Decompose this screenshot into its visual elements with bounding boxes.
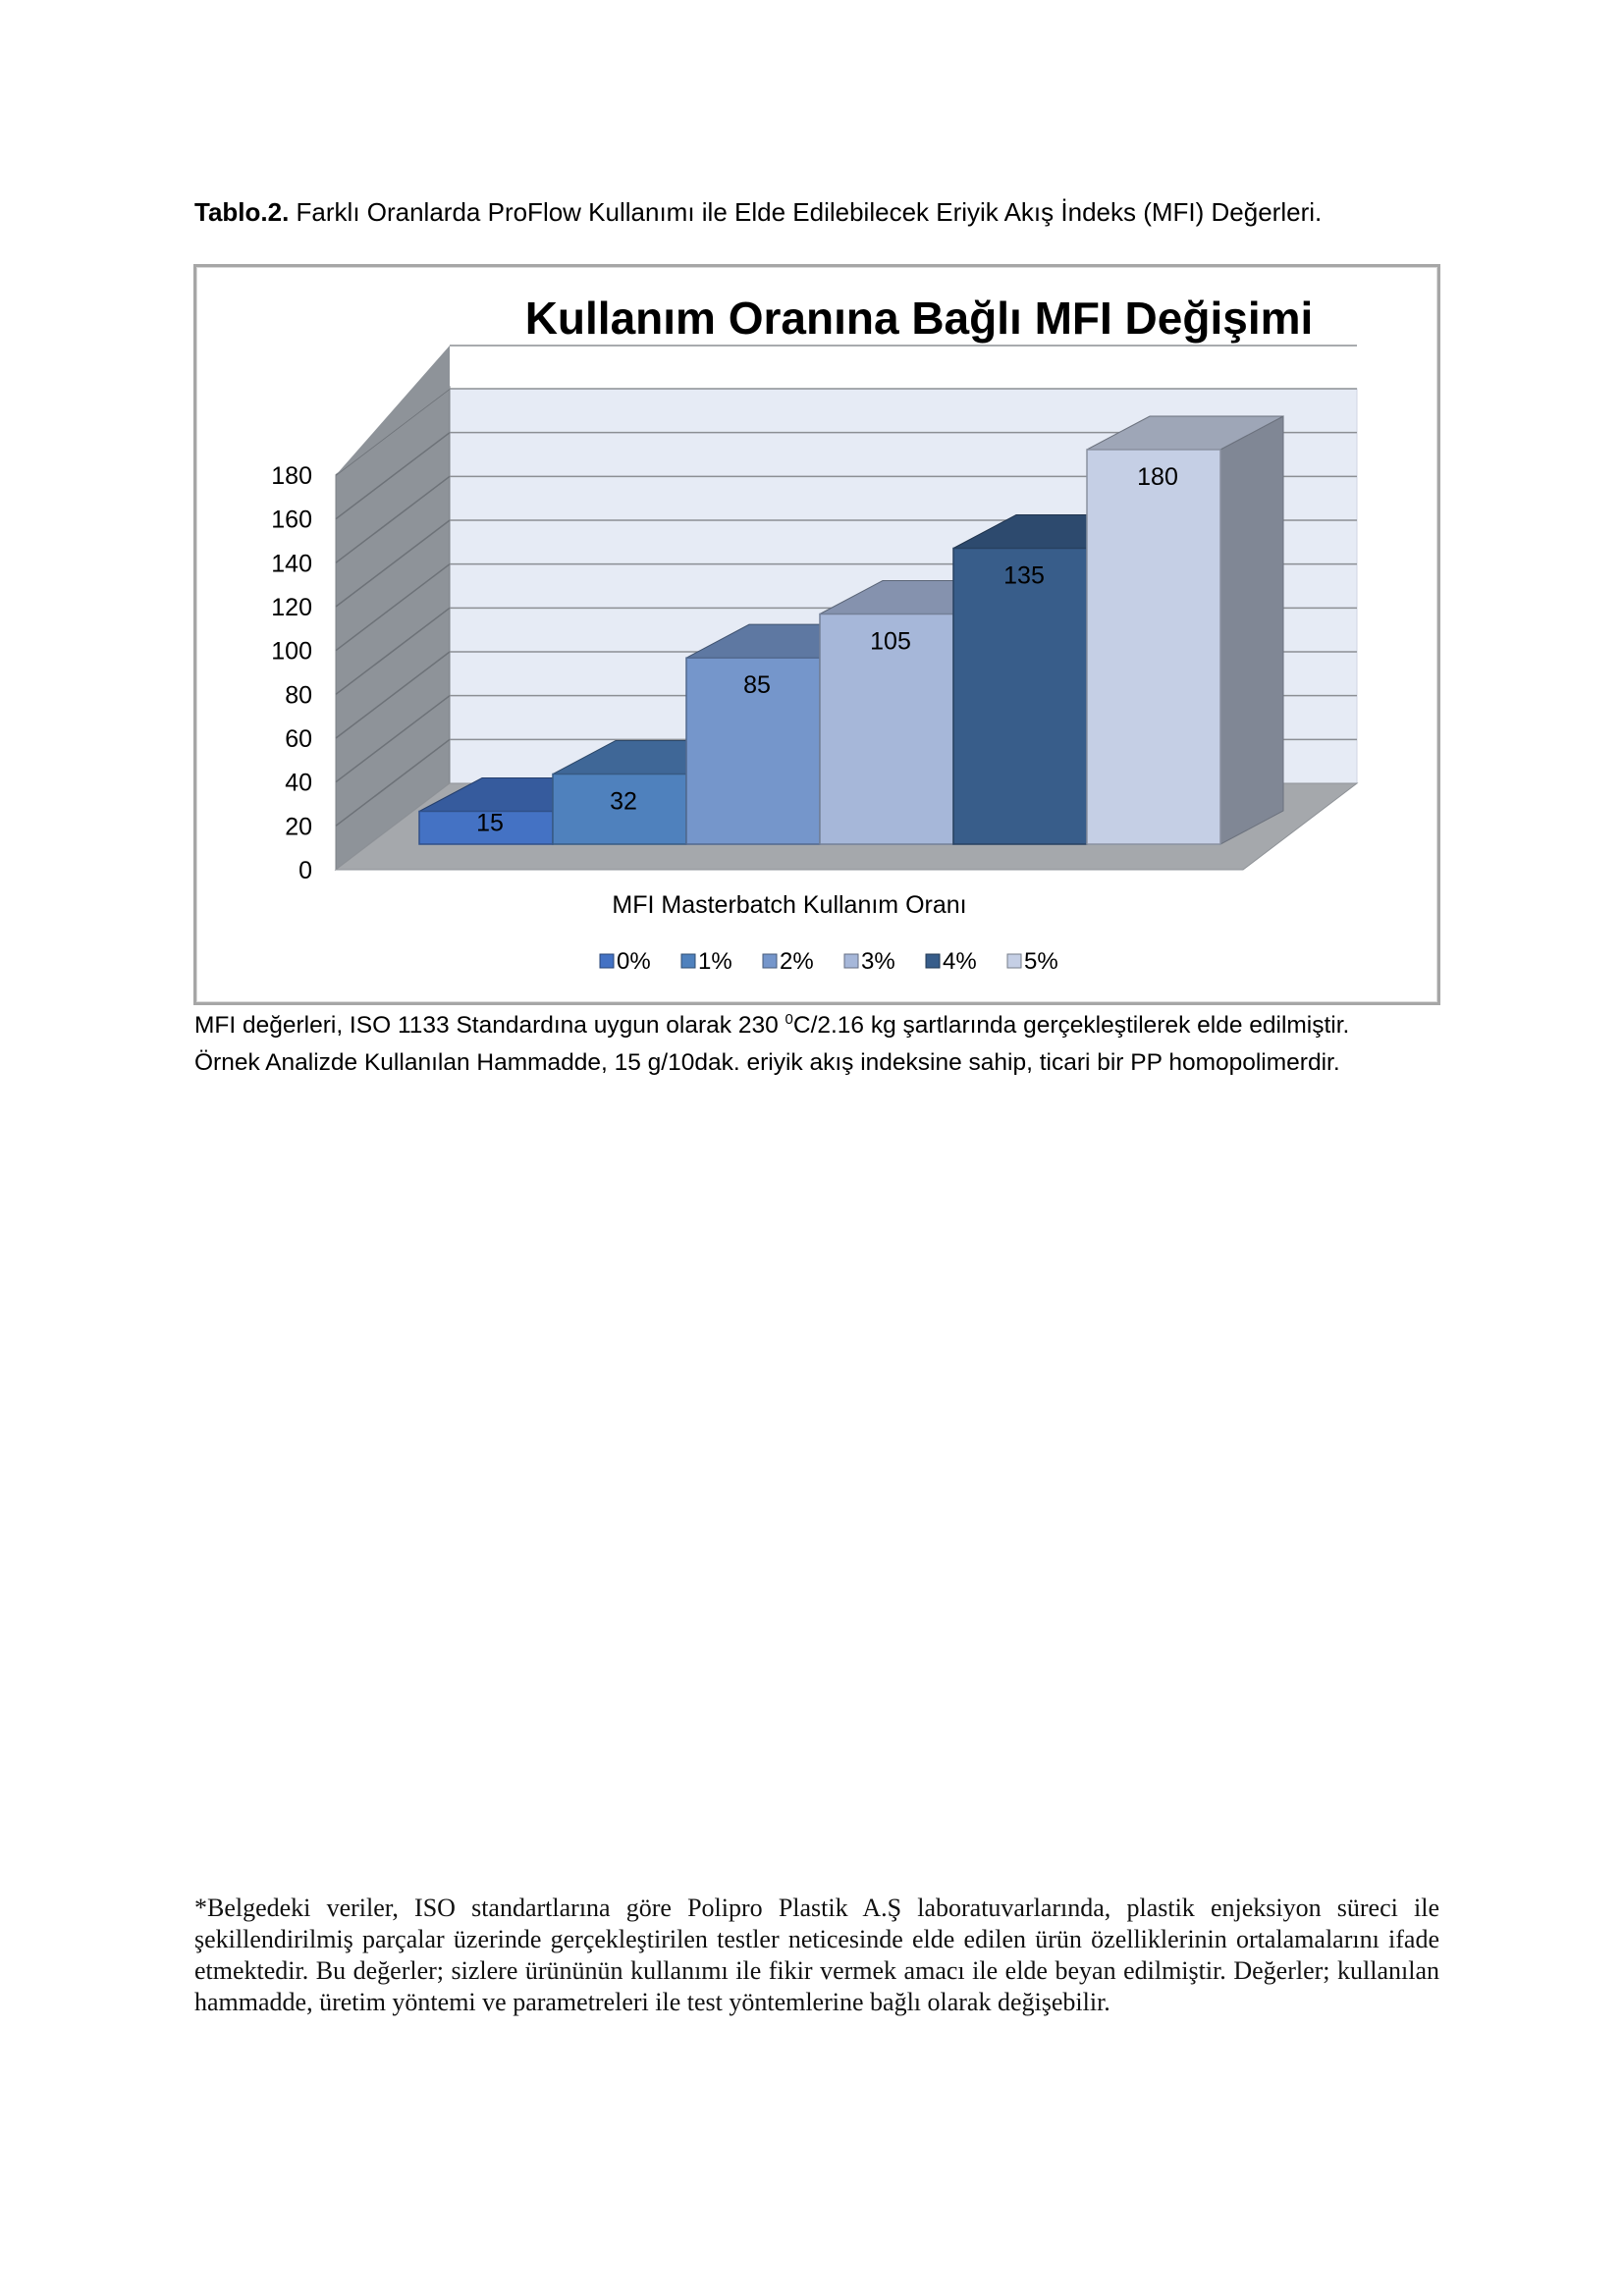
note-line-1 <box>194 1007 1471 1044</box>
legend-swatch <box>600 954 614 968</box>
legend-label: 1% <box>698 948 732 975</box>
legend-label: 0% <box>617 948 651 975</box>
note-line-1-rest: C/2.16 kg şartlarında gerçekleştilerek elde edilmiştir. <box>792 1012 1350 1039</box>
bar-value-label: 85 <box>743 671 771 700</box>
x-axis-label: MFI Masterbatch Kullanım Oranı <box>612 891 967 919</box>
chart-legend <box>600 948 1058 975</box>
legend-swatch <box>844 954 858 968</box>
caption-text: Farklı Oranlarda ProFlow Kullanımı ile Elde Edilebilecek Eriyik Akış İndeks (MFI) Değerleri. <box>289 197 1323 227</box>
y-tick-label: 140 <box>271 550 312 578</box>
legend-label: 5% <box>1024 948 1058 975</box>
y-tick-label: 20 <box>285 813 312 841</box>
y-tick-label: 100 <box>271 637 312 666</box>
legend-swatch <box>763 954 777 968</box>
bar-value-label: 32 <box>610 787 637 816</box>
bar-value-label: 105 <box>870 627 911 656</box>
bar-side <box>1220 416 1283 844</box>
y-tick-label: 180 <box>271 462 312 490</box>
legend-item <box>926 948 977 975</box>
disclaimer-paragraph: *Belgedeki veriler, ISO standartlarına göre Polipro Plastik A.Ş laboratuvarlarında, plastik enjeksiyon süreci ile şekillendirilmiş parçalar üzerinde gerçekleştirilen testler neticesinde elde edilen ürün özelliklerinin ortalamalarını ifade etmektedir. Bu değerler; sizlere ürününün kullanımı ile fikir vermek amacı ile elde beyan edilmiştir. Değerler; kullanılan hammadde, üretim yöntemi ve parametreleri ile test yöntemlerine bağlı olarak değişebilir. <box>194 1894 1439 2016</box>
legend-swatch <box>681 954 695 968</box>
y-tick-label: 0 <box>298 857 312 884</box>
bar-value-label: 15 <box>476 809 504 837</box>
caption-label: Tablo.2. <box>194 197 290 227</box>
y-tick-label: 60 <box>285 725 312 753</box>
note-line-1-text: MFI değerleri, ISO 1133 Standardına uygun olarak 230 <box>194 1012 785 1039</box>
bar-value-label: 135 <box>1003 561 1045 590</box>
bar-value-label: 180 <box>1137 463 1178 491</box>
legend-label: 4% <box>943 948 977 975</box>
y-tick-label: 80 <box>285 681 312 710</box>
legend-item <box>600 948 651 975</box>
legend-label: 2% <box>780 948 814 975</box>
chart-frame <box>193 264 1440 1005</box>
bar-5pct <box>1087 416 1283 844</box>
chart-title: Kullanım Oranına Bağlı MFI Değişimi <box>524 293 1314 344</box>
legend-item <box>763 948 814 975</box>
legend-item <box>844 948 895 975</box>
bar-front <box>953 549 1087 845</box>
mfi-bar-chart <box>196 267 1437 1002</box>
y-tick-label: 40 <box>285 769 312 797</box>
note-line-2: Örnek Analizde Kullanılan Hammadde, 15 g/10dak. eriyik akış indeksine sahip, ticari bir PP homopolimerdir. <box>194 1049 1340 1076</box>
y-tick-label: 120 <box>271 594 312 621</box>
legend-label: 3% <box>861 948 895 975</box>
bar-front <box>1087 450 1220 844</box>
degree-superscript: 0 <box>785 1011 793 1028</box>
table-caption <box>194 194 1471 230</box>
chart-notes <box>194 1007 1471 1082</box>
legend-swatch <box>926 954 940 968</box>
legend-item <box>1007 948 1058 975</box>
legend-item <box>681 948 732 975</box>
legend-swatch <box>1007 954 1021 968</box>
y-tick-label: 160 <box>271 506 312 534</box>
